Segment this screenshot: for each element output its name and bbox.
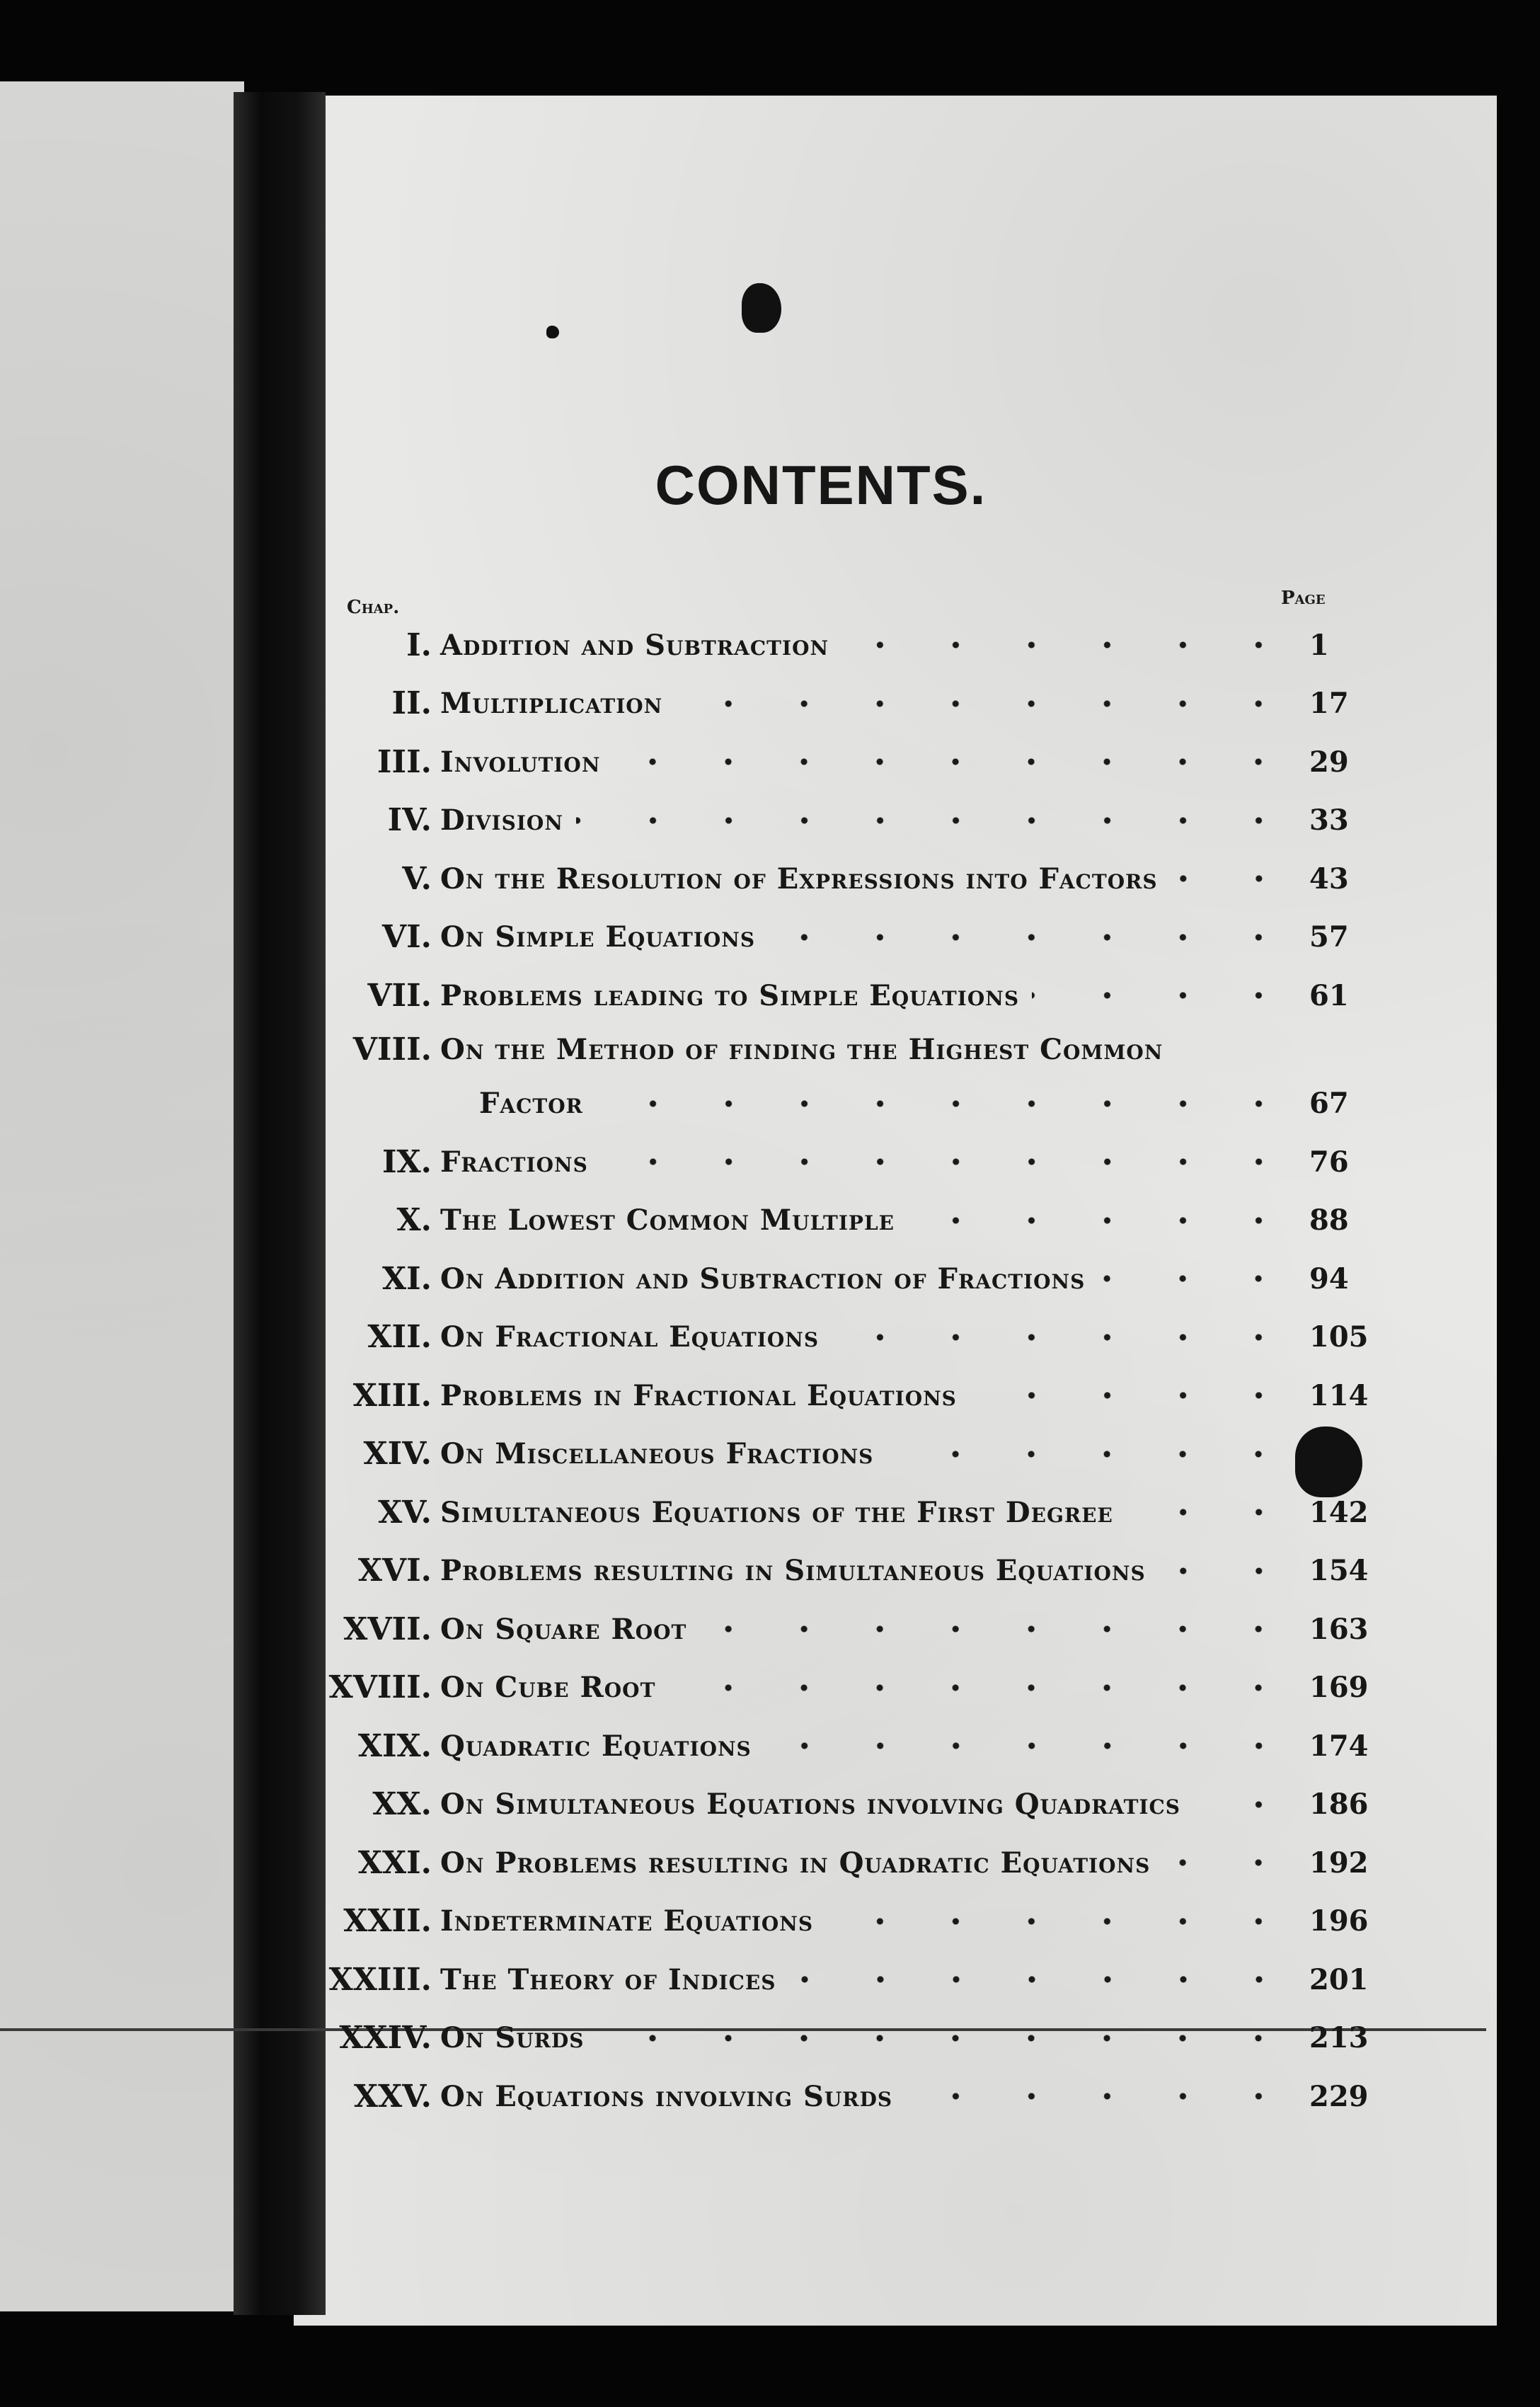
dot-leader xyxy=(596,1097,1297,1111)
chapter-number: XV. xyxy=(378,1494,432,1531)
page-number: 186 xyxy=(1309,1788,1369,1822)
chapter-number: XXI. xyxy=(357,1844,432,1881)
page-number: 229 xyxy=(1309,2079,1369,2113)
chapter-number: IX. xyxy=(381,1143,432,1180)
chapter-number: VI. xyxy=(381,919,432,956)
chapter-number: XVIII. xyxy=(328,1669,432,1706)
chapter-number: XX. xyxy=(372,1786,432,1823)
page-number: 43 xyxy=(1309,862,1349,896)
page-number: 192 xyxy=(1309,1846,1369,1880)
chapter-title: The Lowest Common Multiple xyxy=(440,1204,895,1237)
chapter-title: On the Method of finding the Highest Common xyxy=(440,1033,1163,1066)
chapter-title: Multiplication xyxy=(440,687,663,721)
chapter-number: XVI. xyxy=(357,1553,432,1589)
toc-entry xyxy=(311,1250,1373,1308)
toc-entry xyxy=(311,1659,1373,1717)
dot-leader xyxy=(764,1739,1297,1753)
chapter-number: V. xyxy=(402,860,432,897)
chapter-column-header: Chap. xyxy=(347,597,400,618)
dot-leader xyxy=(1032,988,1297,1002)
chapter-number: XIV. xyxy=(363,1436,432,1473)
chapter-number: I. xyxy=(406,627,432,663)
dot-leader xyxy=(886,1447,1297,1461)
toc-entry xyxy=(311,1834,1373,1892)
dot-leader xyxy=(1159,1564,1297,1578)
page-number: 76 xyxy=(1309,1145,1349,1179)
page-number: 94 xyxy=(1309,1262,1349,1296)
toc-entry xyxy=(311,675,1373,733)
chapter-number: XI. xyxy=(381,1260,432,1297)
facing-page xyxy=(0,81,244,2311)
toc-entry xyxy=(311,733,1373,791)
dot-leader xyxy=(1193,1797,1297,1812)
page-number: 163 xyxy=(1309,1612,1369,1646)
dot-leader xyxy=(1126,1505,1297,1519)
chapter-number: XXIII. xyxy=(328,1961,432,1998)
dot-leader xyxy=(601,1155,1297,1169)
chapter-title: The Theory of Indices xyxy=(440,1962,776,1996)
chapter-title: On Equations involving Surds xyxy=(440,2079,893,2113)
dot-leader xyxy=(1163,1856,1297,1870)
dot-leader xyxy=(826,1914,1297,1928)
page-number: 213 xyxy=(1309,2021,1369,2055)
page-number: 169 xyxy=(1309,1671,1369,1705)
dot-leader xyxy=(832,1330,1297,1344)
dot-leader xyxy=(1171,871,1297,886)
toc-entry xyxy=(311,850,1373,908)
table-of-contents xyxy=(311,616,1373,2126)
page-number: 1 xyxy=(1309,628,1329,662)
chapter-title: Indeterminate Equations xyxy=(440,1904,814,1938)
chapter-number: VIII. xyxy=(352,1031,432,1068)
dot-leader xyxy=(905,2089,1297,2103)
chapter-number: VII. xyxy=(367,977,432,1014)
chapter-number: III. xyxy=(377,743,432,780)
page-number: 33 xyxy=(1309,804,1349,837)
toc-entry xyxy=(311,791,1373,850)
dot-leader xyxy=(675,697,1297,711)
toc-entry xyxy=(311,1600,1373,1659)
toc-entry xyxy=(311,1366,1373,1425)
dot-leader xyxy=(841,638,1297,652)
chapter-title: Problems in Fractional Equations xyxy=(440,1378,957,1412)
chapter-title: On the Resolution of Expressions into Factors xyxy=(440,862,1158,896)
dot-leader xyxy=(613,755,1297,769)
chapter-number: XXV. xyxy=(353,2078,432,2115)
page-number: 142 xyxy=(1309,1495,1369,1529)
toc-entry xyxy=(311,1025,1373,1075)
toc-entry xyxy=(311,1776,1373,1834)
chapter-title: Problems leading to Simple Equations xyxy=(440,978,1020,1012)
toc-entry xyxy=(311,1892,1373,1951)
toc-entry xyxy=(311,1425,1373,1484)
chapter-title: Fractions xyxy=(440,1145,588,1179)
chapter-number: XIII. xyxy=(352,1377,432,1414)
toc-entry xyxy=(311,2009,1373,2068)
page-number: 67 xyxy=(1309,1087,1349,1121)
chapter-number: XIX. xyxy=(357,1727,432,1764)
chapter-title: On Fractional Equations xyxy=(440,1320,820,1354)
page-number: 196 xyxy=(1309,1904,1369,1938)
chapter-title: On Simultaneous Equations involving Quadratics xyxy=(440,1788,1181,1822)
toc-entry xyxy=(311,908,1373,967)
toc-entry xyxy=(311,1950,1373,2009)
toc-entry xyxy=(311,1133,1373,1191)
toc-entry xyxy=(311,1308,1373,1367)
chapter-title: On Square Root xyxy=(440,1612,687,1646)
page-number: 114 xyxy=(1309,1378,1369,1412)
dot-leader xyxy=(970,1388,1297,1402)
chapter-title: On Problems resulting in Quadratic Equations xyxy=(440,1846,1151,1880)
chapter-number: XVII. xyxy=(343,1611,432,1647)
page-number: 88 xyxy=(1309,1204,1349,1237)
toc-entry xyxy=(311,2067,1373,2126)
toc-entry xyxy=(311,966,1373,1025)
chapter-title: Division xyxy=(440,804,563,837)
chapter-title: On Simple Equations xyxy=(440,920,756,954)
page-title: CONTENTS. xyxy=(655,454,987,516)
chapter-number: IV. xyxy=(387,802,432,839)
chapter-title: On Cube Root xyxy=(440,1671,656,1705)
dot-leader xyxy=(699,1622,1297,1636)
page-number: 17 xyxy=(1309,687,1349,721)
dot-leader xyxy=(576,813,1297,828)
dot-leader xyxy=(597,2031,1297,2045)
chapter-number: X. xyxy=(396,1202,432,1239)
toc-entry xyxy=(311,616,1373,675)
chapter-title: Addition and Subtraction xyxy=(440,628,829,662)
page-number: 61 xyxy=(1309,978,1349,1012)
toc-entry-continuation xyxy=(311,1075,1373,1133)
chapter-title: Simultaneous Equations of the First Degree xyxy=(440,1495,1113,1529)
chapter-title: Problems resulting in Simultaneous Equations xyxy=(440,1554,1146,1588)
chapter-number: II. xyxy=(391,685,432,722)
page-column-header: Page xyxy=(1281,588,1326,609)
chapter-number: XXIV. xyxy=(339,2020,432,2057)
chapter-title: Factor xyxy=(479,1087,583,1121)
chapter-number: XII. xyxy=(367,1319,432,1356)
toc-entry xyxy=(311,1483,1373,1542)
dot-leader xyxy=(768,930,1297,944)
dot-leader xyxy=(907,1213,1297,1228)
chapter-title: On Addition and Subtraction of Fractions xyxy=(440,1262,1086,1296)
chapter-title: On Surds xyxy=(440,2021,585,2055)
toc-entry xyxy=(311,1542,1373,1601)
ink-blot xyxy=(546,326,559,338)
page-number: 29 xyxy=(1309,745,1349,779)
toc-entry xyxy=(311,1191,1373,1250)
chapter-title: On Miscellaneous Fractions xyxy=(440,1437,874,1471)
dot-leader xyxy=(1098,1271,1297,1286)
dot-leader xyxy=(668,1681,1297,1695)
page-number: 174 xyxy=(1309,1729,1369,1763)
page-number: 57 xyxy=(1309,920,1349,954)
dot-leader xyxy=(789,1972,1297,1986)
chapter-title: Quadratic Equations xyxy=(440,1729,752,1763)
page-number: 201 xyxy=(1309,1962,1369,1996)
chapter-number: XXII. xyxy=(343,1903,432,1940)
chapter-title: Involution xyxy=(440,745,601,779)
page-number: 105 xyxy=(1309,1320,1369,1354)
ink-blot xyxy=(742,283,781,333)
page-number: 154 xyxy=(1309,1554,1369,1588)
toc-entry xyxy=(311,1717,1373,1776)
